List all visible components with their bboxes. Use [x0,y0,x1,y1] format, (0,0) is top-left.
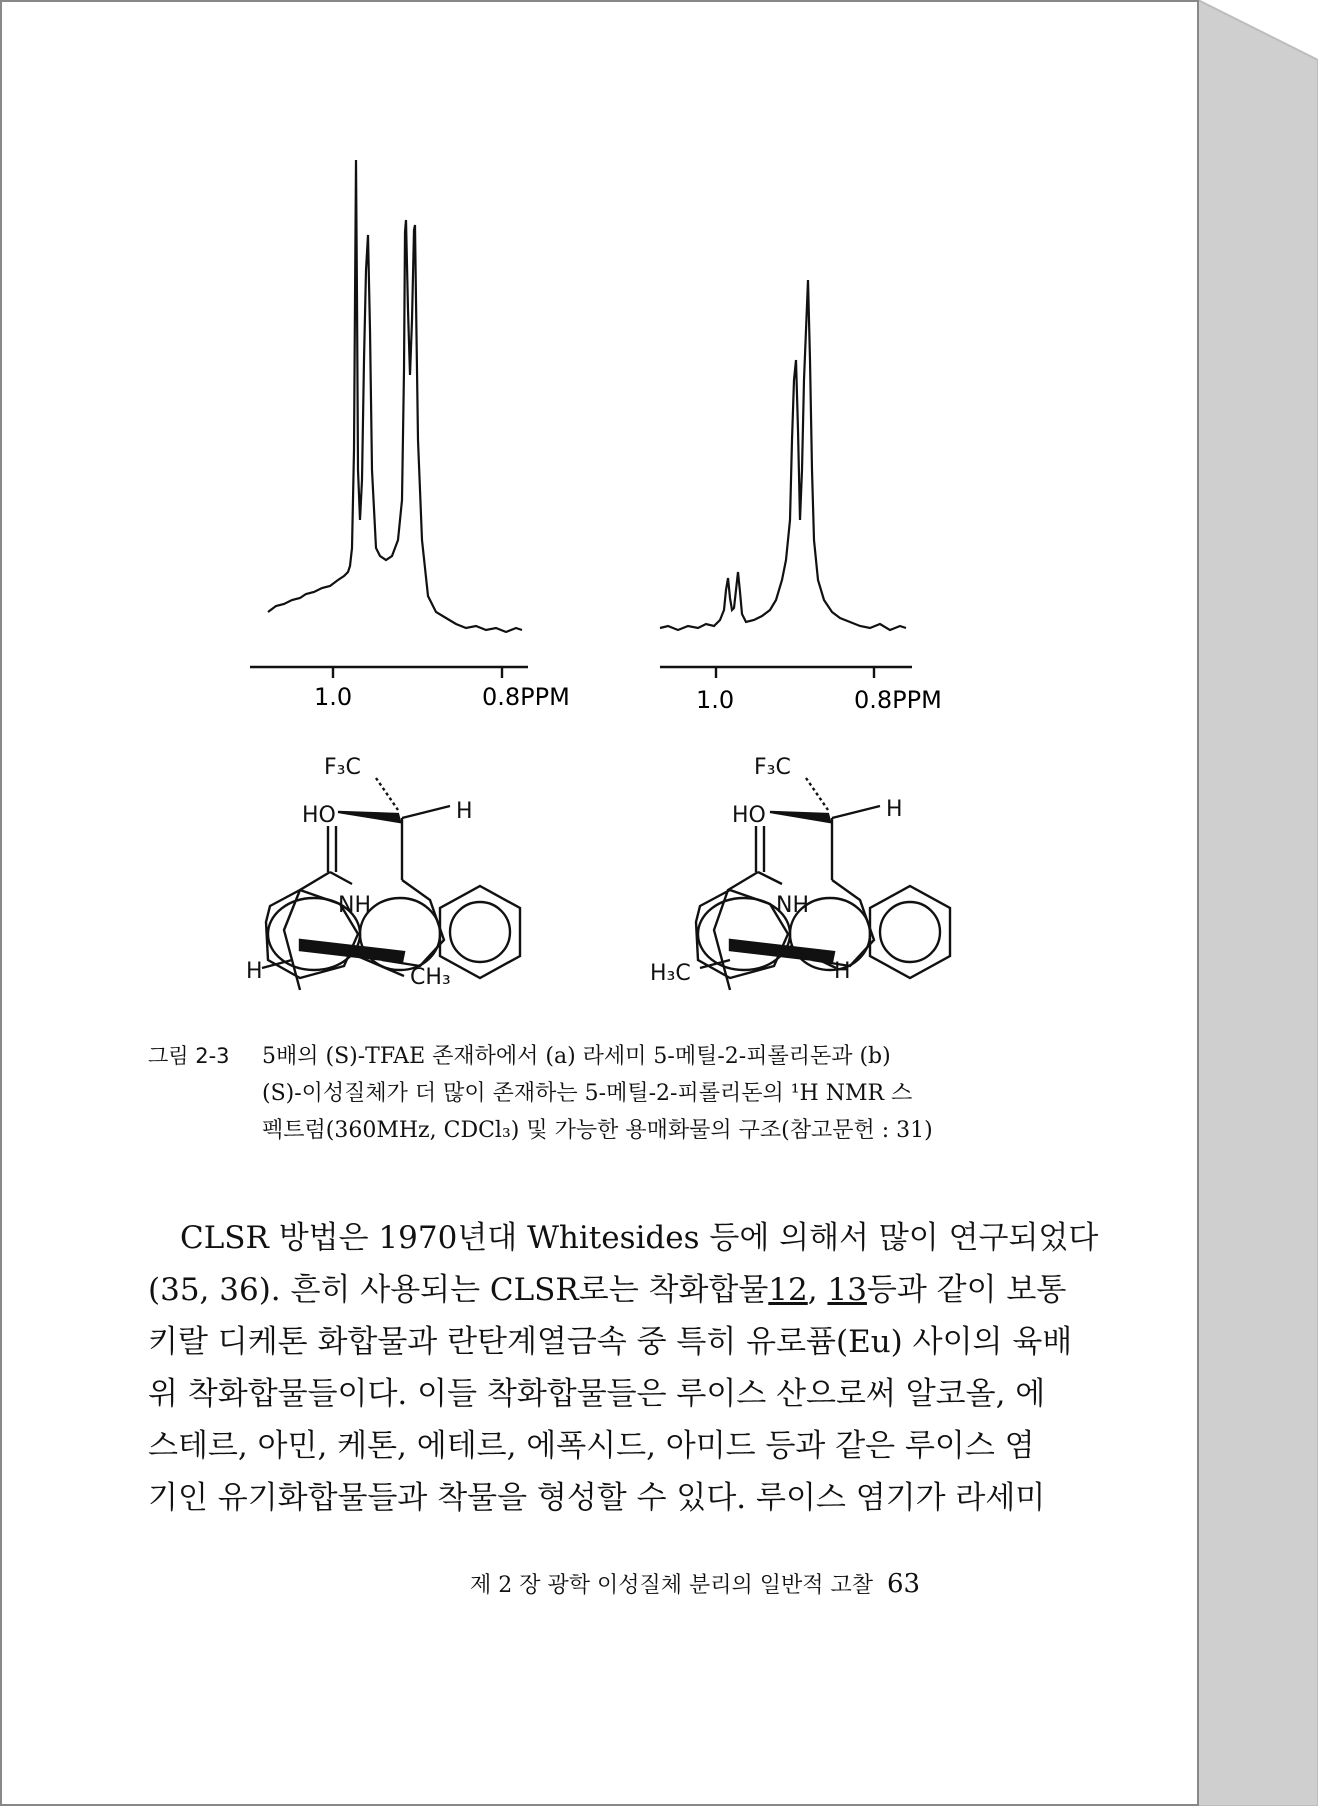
body-line-2-post: 등과 같이 보통 [866,1272,1067,1308]
spectrum-a-trace [268,160,522,632]
structure-b-cf3: F₃C [754,755,791,780]
structure-a-cf3: F₃C [324,755,361,780]
compound-sep: , [807,1272,818,1308]
spectrum-a-axis [250,667,570,711]
structure-a-nh: NH [338,893,371,918]
body-line-1: CLSR 방법은 1970년대 Whitesides 등에 의해서 많이 연구되었다 [180,1220,1099,1256]
structure-b-h3c: H₃C [650,961,691,986]
body-line-5: 스테르, 아민, 케톤, 에테르, 에폭시드, 아미드 등과 같은 루이스 염 [148,1428,1035,1464]
caption-text-1: 5배의 (S)-TFAE 존재하에서 (a) 라세미 5-메틸-2-피롤리돈과 (b) [262,1044,891,1069]
structure-b-nh: NH [776,893,809,918]
structure-a [246,755,520,990]
structure-a-h-top: H [456,799,473,824]
caption-line-1 [148,1038,1028,1075]
body-line-4: 위 착화합물들이다. 이들 착화합물들은 루이스 산으로써 알코올, 에 [148,1376,1046,1412]
compound-13: 13 [827,1272,867,1308]
structure-b-h-right: H [834,959,851,984]
chapter-title: 제 2 장 광학 이성질체 분리의 일반적 고찰 [470,1573,873,1598]
body-line-2-compounds [768,1264,867,1316]
spectrum-b-tick-right: 0.8PPM [854,686,942,714]
spectrum-b-trace [660,280,906,630]
body-paragraph [148,1212,1099,1524]
figure-caption [148,1038,1028,1149]
structure-a-ch3: CH₃ [410,965,451,990]
page-number: 63 [886,1569,921,1599]
structure-b-h-top: H [886,797,903,822]
caption-line-3: 펙트럼(360MHz, CDCl₃) 및 가능한 용매화물의 구조(참고문헌 : 31) [262,1118,933,1143]
body-line-6: 기인 유기화합물들과 착물을 형성할 수 있다. 루이스 염기가 라세미 [148,1480,1046,1516]
structure-b-ho: HO [732,803,766,828]
spectrum-a-tick-right: 0.8PPM [482,683,570,711]
structure-b [650,755,950,990]
structure-a-ho: HO [302,803,336,828]
spectrum-a-tick-left: 1.0 [314,683,353,711]
caption-label: 그림 2-3 [148,1044,230,1068]
caption-line-2: (S)-이성질체가 더 많이 존재하는 5-메틸-2-피롤리돈의 ¹H NMR 스 [262,1081,913,1106]
body-line-2-pre: (35, 36). 흔히 사용되는 CLSR로는 착화합물 [148,1272,769,1308]
compound-12: 12 [768,1272,808,1308]
body-line-3: 키랄 디케톤 화합물과 란탄계열금속 중 특히 유로퓸(Eu) 사이의 육배 [148,1324,1073,1360]
body-line-2 [148,1264,1067,1316]
spectrum-b-tick-left: 1.0 [696,686,735,714]
structure-a-h-left: H [246,959,263,984]
running-footer [470,1568,920,1599]
spectrum-b-axis [660,667,942,714]
